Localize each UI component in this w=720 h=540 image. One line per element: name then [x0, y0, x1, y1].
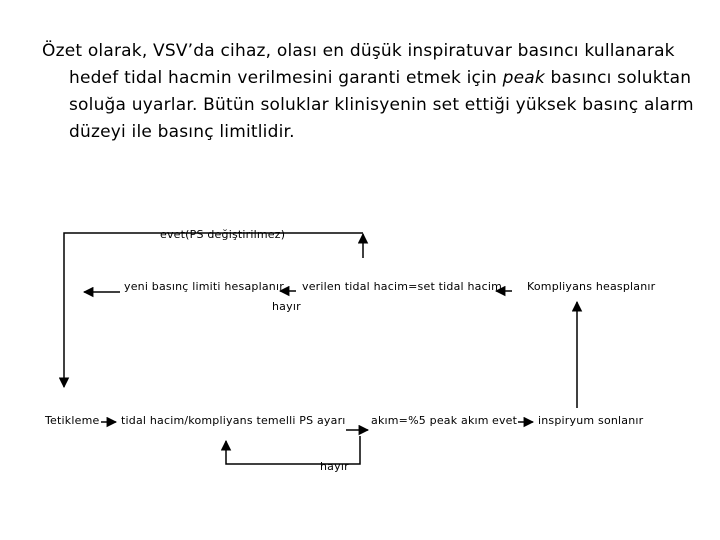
arrow-evet-loop — [64, 233, 363, 387]
label-akim: akım=%5 peak akım — [371, 414, 489, 427]
paragraph-line-3: soluğa uyarlar. Bütün soluklar klinisyenin set ettiği yüksek basınç alarm — [69, 95, 694, 115]
label-kompliyans: Kompliyans heasplanır — [527, 280, 656, 293]
peak-italic-word: peak — [502, 68, 545, 88]
label-evet-bottom: evet — [492, 414, 518, 427]
label-verilen-tidal: verilen tidal hacim=set tidal hacim — [302, 280, 503, 293]
label-yeni-basinc: yeni basınç limiti hesaplanır — [124, 280, 284, 293]
paragraph-line-1: Özet olarak, VSV’da cihaz, olası en düşük inspiratuvar basıncı kullanarak — [42, 41, 675, 61]
label-tetikleme: Tetikleme — [45, 414, 100, 427]
label-hayir-bottom: hayır — [320, 460, 349, 473]
paragraph-line-4: düzeyi ile basınç limitlidir. — [69, 122, 295, 142]
paragraph-line-2-tail: basıncı soluktan — [544, 68, 692, 88]
label-evet-ps: evet(PS değiştirilmez) — [160, 228, 286, 241]
label-tidal-ps: tidal hacim/kompliyans temelli PS ayarı — [121, 414, 346, 427]
paragraph-line-2-text: hedef tidal hacmin verilmesini garanti etmek için — [69, 68, 503, 88]
label-inspiryum: inspiryum sonlanır — [538, 414, 644, 427]
label-hayir-top: hayır — [272, 300, 301, 313]
